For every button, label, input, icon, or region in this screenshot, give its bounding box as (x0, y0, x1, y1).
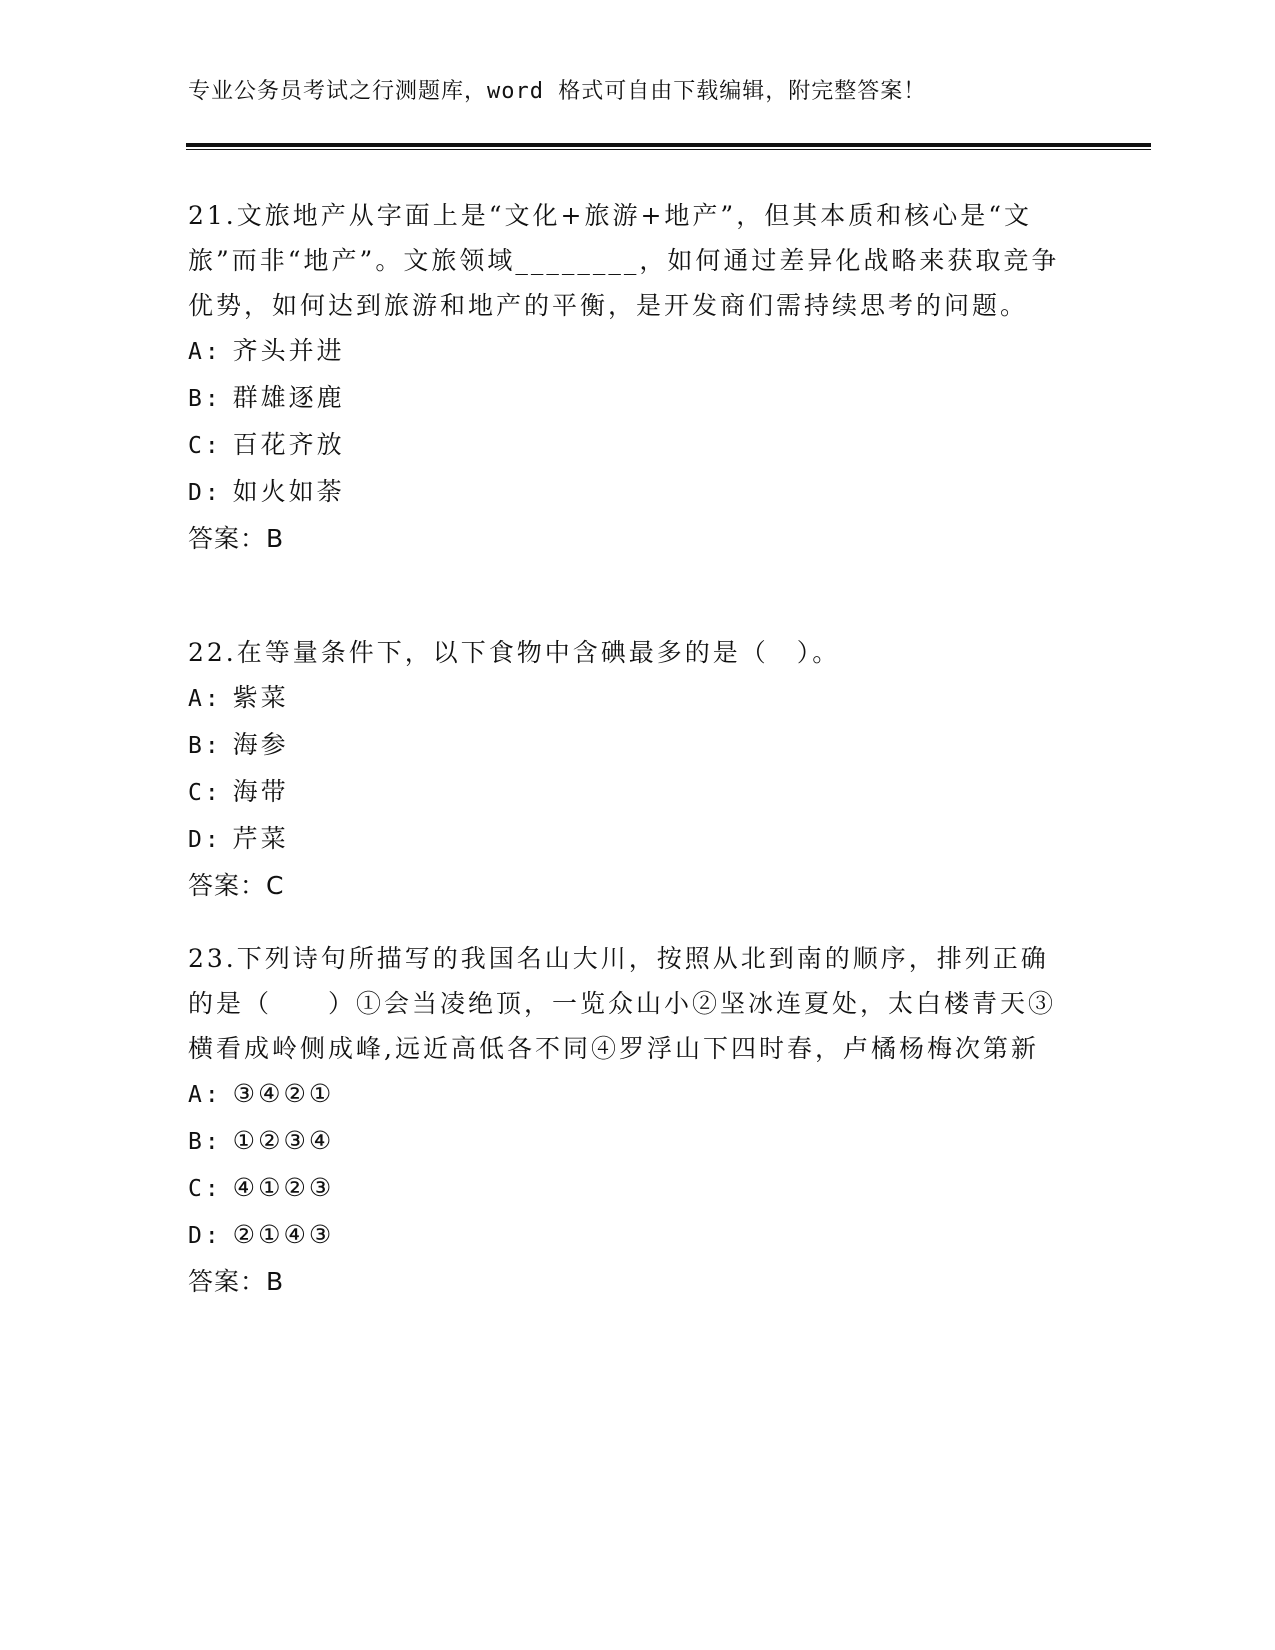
option-a (188, 1071, 1068, 1118)
option-a (188, 675, 1068, 722)
option-text: ④①②③ (232, 1173, 335, 1202)
option-letter: C: (188, 780, 222, 806)
option-letter: C: (188, 1176, 222, 1202)
option-text: ①②③④ (232, 1126, 335, 1155)
option-letter: C: (188, 433, 222, 459)
question-stem: 21.文旅地产从字面上是“文化+旅游+地产”，但其本质和核心是“文旅”而非“地产”。文旅领域________，如何通过差异化战略来获取竞争优势，如何达到旅游和地产的平衡，是开发商们需持续思考的问题。 (188, 201, 1060, 320)
option-d (188, 1212, 1068, 1259)
option-letter: B: (188, 386, 222, 412)
option-b (188, 375, 1068, 422)
option-text: 如火如荼 (232, 477, 345, 506)
option-text: 紫菜 (232, 683, 289, 712)
option-d (188, 469, 1068, 516)
option-letter: B: (188, 733, 222, 759)
answer-label: 答案：C (188, 871, 285, 900)
option-text: 群雄逐鹿 (232, 383, 345, 412)
option-letter: D: (188, 1223, 222, 1249)
header-rule (186, 143, 1151, 147)
option-c (188, 1165, 1068, 1212)
page-header: 专业公务员考试之行测题库，word 格式可自由下载编辑，附完整答案！ (188, 79, 927, 104)
option-letter: A: (188, 339, 222, 365)
option-letter: B: (188, 1129, 222, 1155)
option-text: ②①④③ (232, 1220, 335, 1249)
option-letter: D: (188, 480, 222, 506)
option-letter: A: (188, 686, 222, 712)
option-text: 海参 (232, 730, 289, 759)
option-b (188, 722, 1068, 769)
answer-label: 答案：B (188, 524, 285, 553)
answer-label: 答案：B (188, 1267, 285, 1296)
option-text: 海带 (232, 777, 289, 806)
option-letter: D: (188, 827, 222, 853)
option-b (188, 1118, 1068, 1165)
question-21 (188, 193, 1068, 562)
question-stem: 22.在等量条件下，以下食物中含碘最多的是（ ）。 (188, 638, 841, 667)
option-letter: A: (188, 1082, 222, 1108)
option-text: ③④②① (232, 1079, 335, 1108)
question-23 (188, 936, 1068, 1305)
option-c (188, 422, 1068, 469)
question-stem: 23.下列诗句所描写的我国名山大川，按照从北到南的顺序，排列正确的是（ ）①会当凌绝顶，一览众山小②坚冰连夏处，太白楼青天③横看成岭侧成峰,远近高低各不同④罗浮山下四时春，卢橘杨梅次第新 (188, 944, 1057, 1063)
option-text: 芹菜 (232, 824, 289, 853)
option-c (188, 769, 1068, 816)
question-22 (188, 630, 1068, 909)
option-a (188, 328, 1068, 375)
header-rule-thin (186, 149, 1151, 150)
option-text: 齐头并进 (232, 336, 345, 365)
option-d (188, 816, 1068, 863)
option-text: 百花齐放 (232, 430, 345, 459)
